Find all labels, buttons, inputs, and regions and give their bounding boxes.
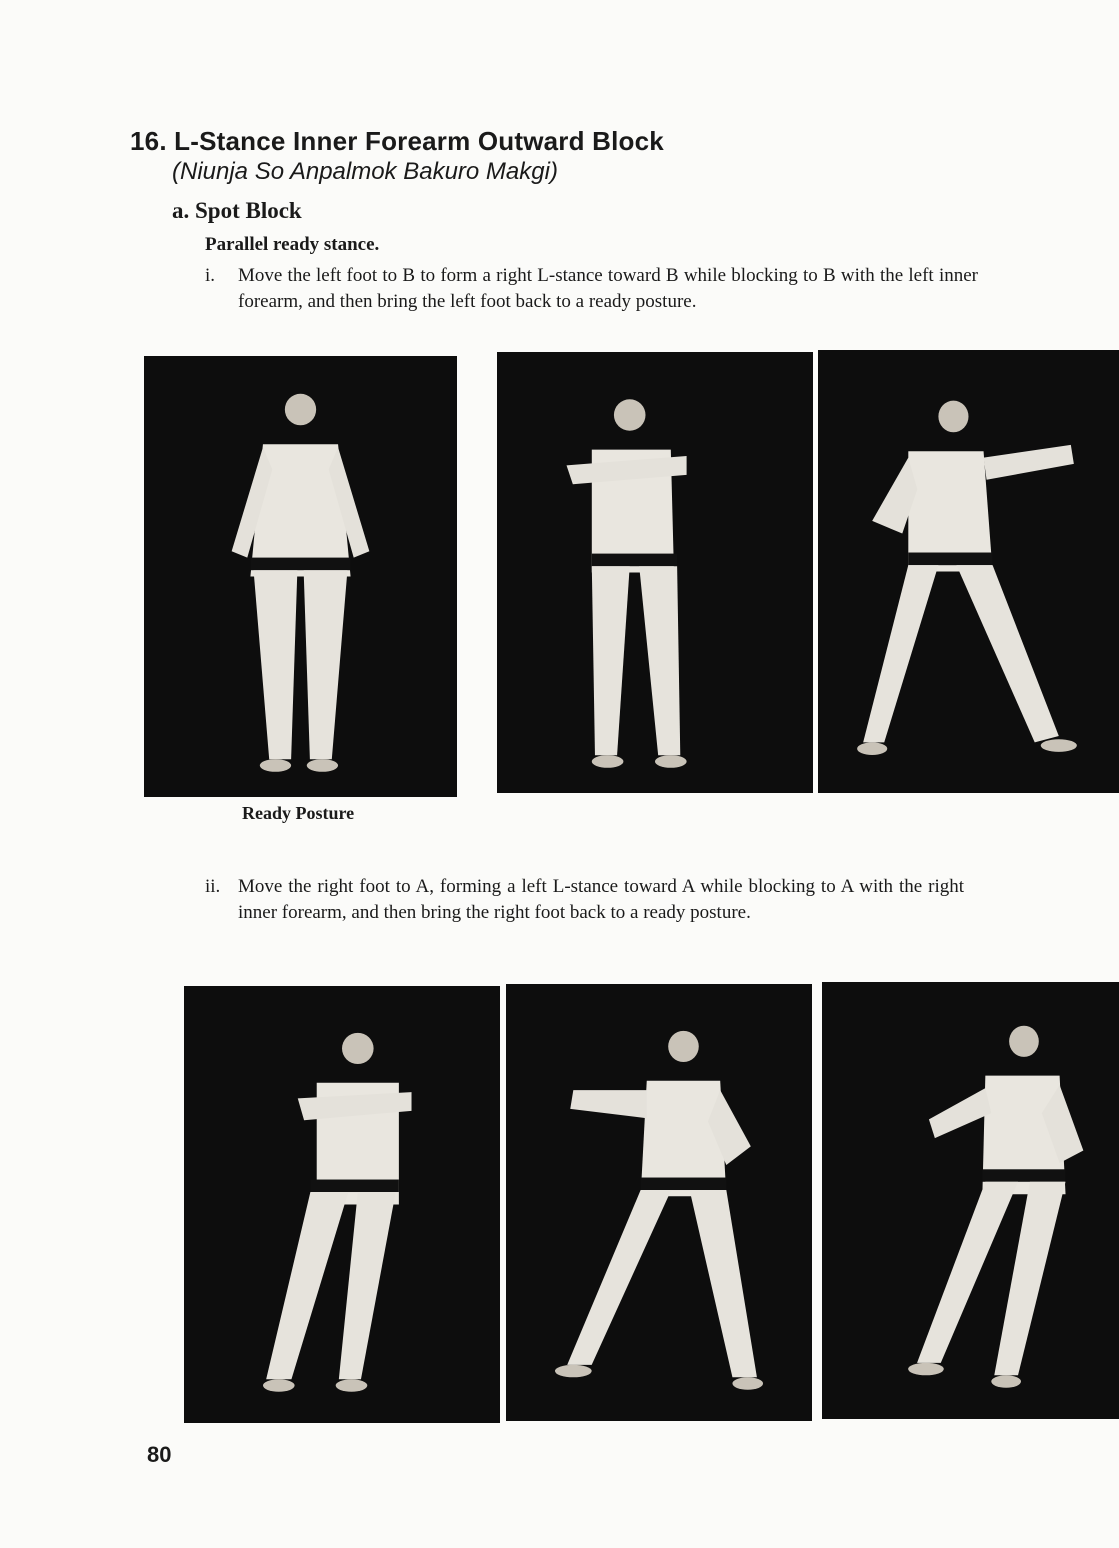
photo-step-i-chamber bbox=[497, 352, 813, 793]
step-text: Move the left foot to B to form a right L-stance toward B while blocking to B with the left inner forearm, and then bring the left foot back to a ready posture. bbox=[238, 265, 978, 312]
step-number: ii. bbox=[205, 876, 221, 897]
step-ii bbox=[205, 874, 964, 926]
page-number: 80 bbox=[147, 1442, 172, 1467]
ready-stance-label: Parallel ready stance. bbox=[205, 234, 380, 255]
subsection-title: a. Spot Block bbox=[172, 198, 302, 223]
photo-step-ii-return bbox=[822, 982, 1119, 1419]
step-i bbox=[205, 263, 978, 315]
step-number: i. bbox=[205, 265, 216, 286]
photo-caption: Ready Posture bbox=[242, 803, 355, 823]
photo-step-ii-block bbox=[506, 984, 812, 1421]
step-text: Move the right foot to A, forming a left L-stance toward A while blocking to A with the right inner forearm, and then bring the right foot back to a ready posture. bbox=[238, 876, 964, 923]
photo-step-i-block bbox=[818, 350, 1119, 793]
section-heading: 16. L-Stance Inner Forearm Outward Block bbox=[130, 126, 664, 156]
section-subheading: (Niunja So Anpalmok Bakuro Makgi) bbox=[172, 158, 558, 185]
photo-step-ii-chamber bbox=[184, 986, 500, 1423]
photo-ready-posture bbox=[144, 356, 457, 797]
